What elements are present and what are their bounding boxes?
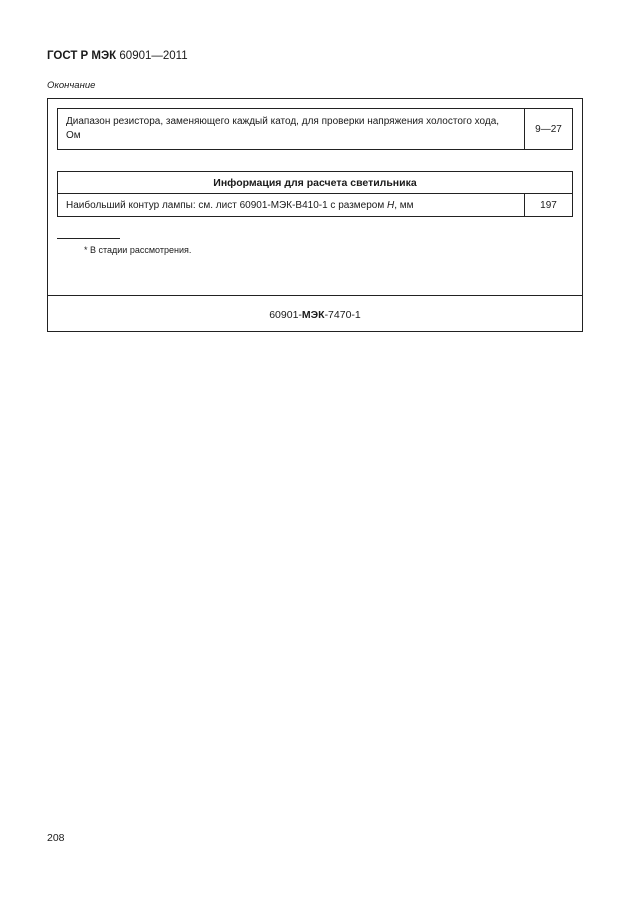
frame-divider (48, 295, 582, 296)
standard-number: 60901—2011 (116, 50, 188, 62)
page-number: 208 (47, 832, 65, 844)
standard-designation: ГОСТ Р МЭК (47, 50, 117, 62)
parameter-symbol: H (387, 199, 395, 211)
sheet-code-org: МЭК (301, 309, 325, 321)
footnote: * В стадии рассмотрения. (84, 245, 192, 255)
document-header (47, 50, 188, 62)
table-row (58, 194, 573, 217)
parameter-cell (58, 194, 525, 217)
value-cell: 9—27 (525, 109, 573, 150)
sheet-code-suffix: -7470-1 (324, 309, 361, 321)
sheet-code (48, 309, 582, 321)
parameter-text: Наибольший контур лампы: см. лист 60901-МЭК-В410-1 с размером (66, 199, 388, 211)
table-heading-row (58, 172, 573, 194)
table-heading: Информация для расчета светильника (58, 172, 573, 194)
footnote-rule (57, 238, 120, 239)
sheet-frame (47, 98, 583, 332)
sheet-code-prefix: 60901- (269, 309, 302, 321)
continuation-label: Окончание (47, 80, 96, 91)
parameter-unit: , мм (394, 199, 414, 211)
parameter-cell: Диапазон резистора, заменяющего каждый катод, для проверки напряжения холостого хода, Ом (58, 109, 525, 150)
luminaire-info-table (57, 171, 573, 217)
parameter-table (57, 108, 573, 150)
table-row (58, 109, 573, 150)
value-cell: 197 (525, 194, 573, 217)
